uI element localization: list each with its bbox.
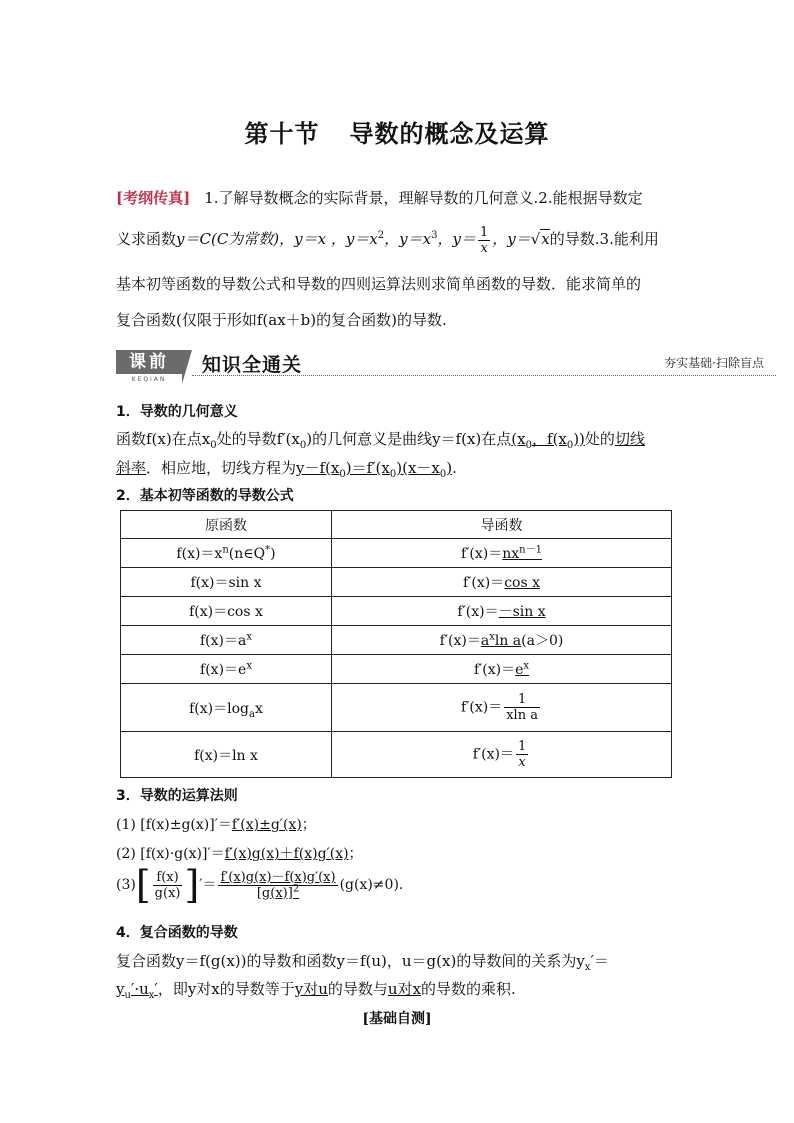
intro-line-4 bbox=[116, 310, 686, 331]
s3-rule-1: (1) [f(x)±g(x)]′＝f′(x)±g′(x)； bbox=[116, 817, 316, 833]
sqrt-symbol: √ bbox=[530, 230, 541, 248]
section-title: 导数的概念及运算 bbox=[349, 120, 550, 148]
table-row: $f(x)=\log_ax$ f′(x)＝ $\frac{1}{\text{xln a}}$ bbox=[121, 684, 672, 732]
intro-text-1: 1.了解导数概念的实际背景，理解导数的几何意义.2.能根据导数定 bbox=[204, 189, 643, 207]
basic-self-test-label: [基础自测] bbox=[362, 1011, 432, 1027]
intro-text-2e: ，y＝ bbox=[492, 230, 531, 248]
s4-line-2: $y_u'\cdot u_x'$，即y对x的导数等于y对u的导数与u对x的导数的乘积. bbox=[116, 980, 516, 1001]
banner-rule bbox=[192, 375, 776, 376]
intro-text-2c: ，y＝x bbox=[384, 230, 432, 248]
section-banner bbox=[116, 350, 776, 386]
banner-heading: 知识全通关 bbox=[202, 354, 303, 376]
s1-line-1: 函数f(x)在点$x_0$处的导数$f'(x_0)$的几何意义是曲线y＝f(x)在点($x_0$，$f(x_0)$)处的切线 bbox=[116, 430, 645, 451]
table-row: $f(x)=e^x$ $f'(x)=e^x$ bbox=[121, 655, 672, 684]
table-row: $f(x)=a^x$ $f'(x)=a^x\ln$ a(a＞0) bbox=[121, 626, 672, 655]
fraction-1-over-x bbox=[478, 225, 490, 256]
tangent-equation: $y-f(x_0)=f'(x_0)(x-x_0)$ bbox=[296, 459, 453, 480]
intro-text-2a: 义求函数 bbox=[116, 230, 177, 248]
answer-slope: 斜率 bbox=[116, 459, 147, 477]
intro-line-1 bbox=[116, 188, 686, 209]
s1-line-2: 斜率．相应地，切线方程为$y-f(x_0)=f'(x_0)(x-x_0)$. bbox=[116, 459, 457, 480]
table-row: f(x)＝ln x f′(x)＝ $\frac{1}{x}$ bbox=[121, 732, 672, 778]
table-row: f(x)＝sin x f′(x)＝cos x bbox=[121, 568, 672, 597]
intro-text-3: 基本初等函数的导数公式和导数的四则运算法则求简单函数的导数．能求简单的 bbox=[116, 275, 642, 293]
s3-heading: 3．导数的运算法则 bbox=[116, 788, 238, 804]
col-original-function: 原函数 bbox=[121, 511, 332, 539]
table-row: f(x)＝cos x f′(x)＝－sin x bbox=[121, 597, 672, 626]
col-derivative: 导函数 bbox=[332, 511, 672, 539]
banner-badge: 课前 bbox=[116, 350, 182, 374]
sup-2: 2 bbox=[377, 230, 385, 241]
table-row: $f(x)=x^n(n\in Q^*)$ $f'(x)=nx^{n-1}$ bbox=[121, 539, 672, 568]
s4-heading: 4．复合函数的导数 bbox=[116, 925, 238, 941]
frac-den: x bbox=[478, 240, 490, 256]
intro-line-2 bbox=[116, 222, 686, 256]
s2-heading: 2．基本初等函数的导数公式 bbox=[116, 488, 294, 504]
s3-rule-2: (2) [f(x)·g(x)]′＝f′(x)g(x)＋f(x)g′(x)； bbox=[116, 846, 363, 862]
frac-num: 1 bbox=[479, 224, 489, 240]
left-bracket: [ bbox=[135, 863, 151, 907]
derivative-table bbox=[120, 510, 672, 778]
sqrt-radicand: x bbox=[541, 230, 550, 248]
banner-triangle bbox=[182, 350, 192, 384]
table-header-row bbox=[121, 511, 672, 539]
page-title bbox=[0, 114, 794, 149]
s4-line-1: 复合函数y＝f(g(x))的导数和函数y＝f(u)，u＝g(x)的导数间的关系为$y_x'=$ bbox=[116, 952, 609, 973]
intro-text-2b: y＝C(C为常数)，y＝x ，y＝x bbox=[176, 230, 378, 248]
answer-tangent: 切线 bbox=[614, 430, 645, 448]
s1-heading: 1．导数的几何意义 bbox=[116, 404, 238, 420]
intro-line-3 bbox=[116, 274, 686, 295]
sup-3: 3 bbox=[431, 230, 438, 241]
intro-text-2d: ，y＝ bbox=[437, 230, 476, 248]
syllabus-tag: [考纲传真] bbox=[116, 189, 191, 207]
banner-slogan: 夯实基础·扫除盲点 bbox=[664, 356, 764, 370]
right-bracket: ] bbox=[184, 863, 200, 907]
tangent-point: ($x_0$，$f(x_0)$) bbox=[511, 430, 585, 451]
s3-rule-3: (3)[ $\frac{f(x)}{g(x)}$ ]′＝ $\frac{f'(x)g(x)-f(x)g'(x)}{[g(x)]^2}$ (g(x)≠0). bbox=[116, 863, 404, 907]
intro-text-4: 复合函数(仅限于形如f(ax＋b)的复合函数)的导数. bbox=[116, 311, 447, 329]
intro-text-2f: 的导数.3.能利用 bbox=[549, 230, 659, 248]
section-number: 第十节 bbox=[244, 120, 320, 148]
banner-badge-sub: KEQIAN bbox=[131, 376, 167, 383]
